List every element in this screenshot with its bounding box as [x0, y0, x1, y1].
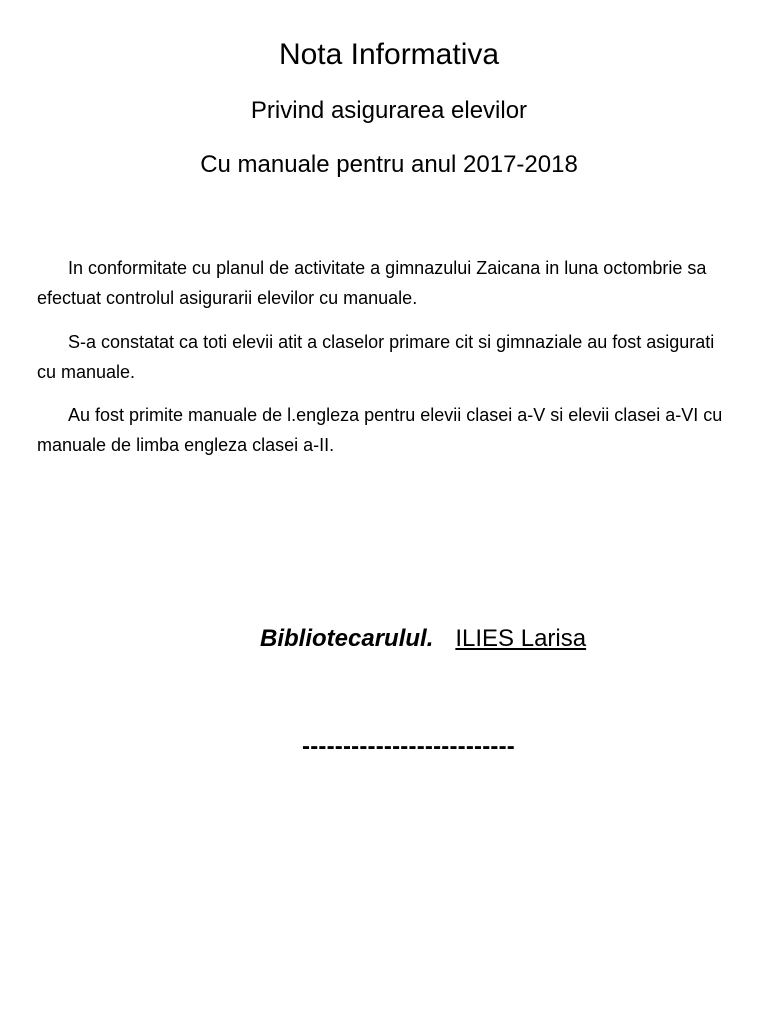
paragraph-control: In conformitate cu planul de activitate a gimnazului Zaicana in luna octombrie sa efectuat controlul asigurarii elevilor cu manuale. — [37, 258, 707, 308]
signature-line: -------------------------- — [302, 733, 515, 760]
document-subtitle-line1: Privind asigurarea elevilor — [250, 97, 528, 124]
document-subtitle-line2: Cu manuale pentru anul 2017-2018 — [200, 151, 578, 178]
document-title: Nota Informativa — [278, 38, 500, 71]
paragraph-received: Au fost primite manuale de l.engleza pentru elevii clasei a-V si elevii clasei a-VI cu manuale de limba engleza clasei a-II. — [37, 405, 723, 455]
paragraph-findings: S-a constatat ca toti elevii atit a claselor primare cit si gimnaziale au fost asigurati cu manuale. — [37, 332, 715, 382]
signature-block — [260, 625, 586, 653]
signature-role: Bibliotecarulul. — [260, 625, 434, 652]
signature-name: ILIES Larisa — [455, 625, 587, 652]
